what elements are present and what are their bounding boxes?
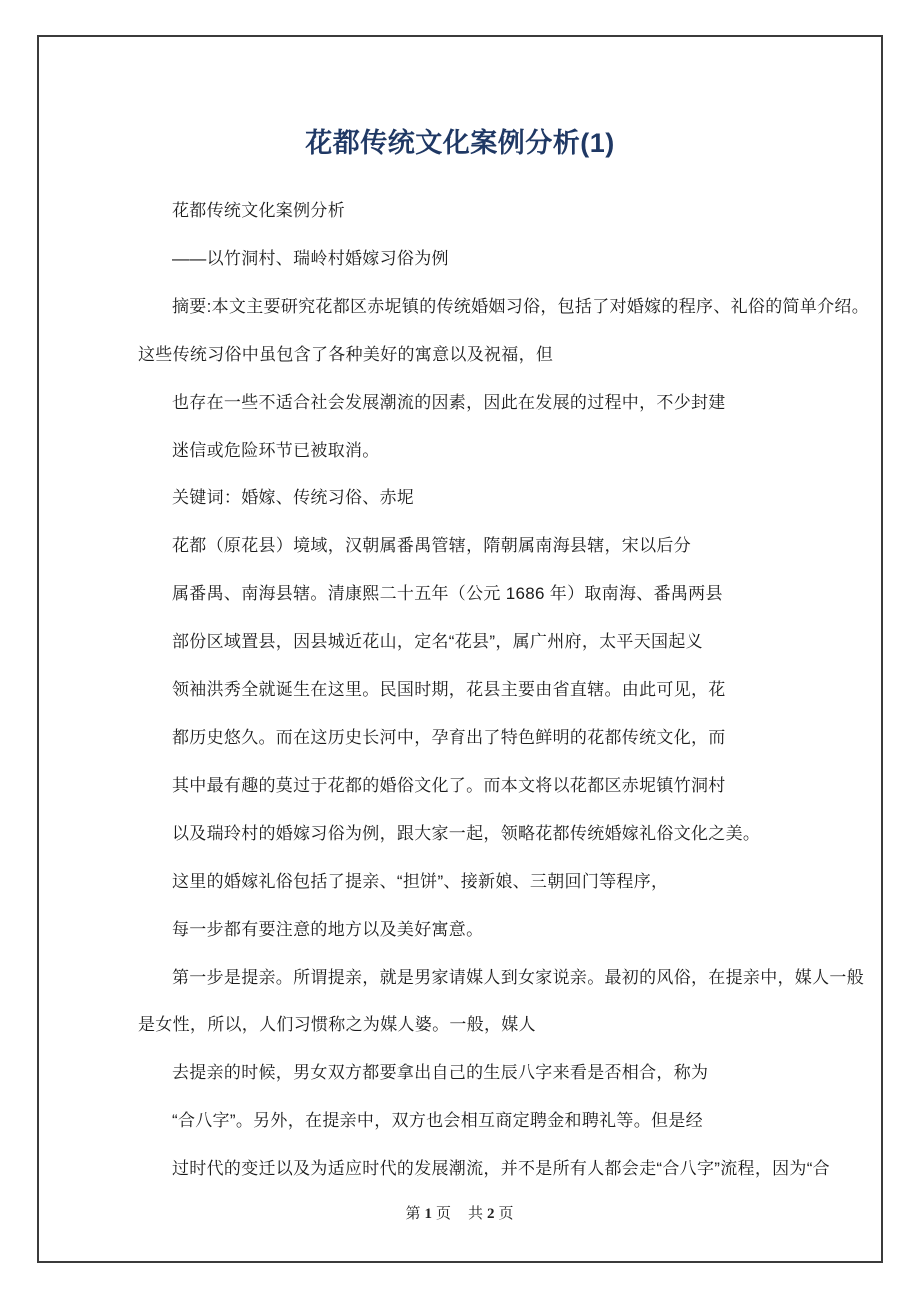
total-pages-prefix: 共 [468,1206,485,1222]
paragraph-line: 过时代的变迁以及为适应时代的发展潮流，并不是所有人都会走“合八字”流程，因为“合 [172,1159,830,1179]
paragraph-line: 是女性，所以，人们习惯称之为媒人婆。一般，媒人 [138,1015,536,1035]
total-pages-number: 2 [487,1206,496,1222]
paragraph-line: 去提亲的时候，男女双方都要拿出自己的生辰八字来看是否相合，称为 [172,1063,709,1083]
current-page-label [405,1206,452,1222]
current-page-number: 1 [424,1206,433,1222]
paragraph-line: 这里的婚嫁礼俗包括了提亲、“担饼”、接新娘、三朝回门等程序， [172,871,669,891]
paragraph-line-keywords: 关键词：婚嫁、传统习俗、赤坭 [172,488,415,508]
total-pages-unit: 页 [498,1206,515,1222]
paragraph-line: 花都传统文化案例分析 [172,201,345,220]
current-page-prefix: 第 [405,1206,422,1222]
paragraph-line: 每一步都有要注意的地方以及美好寓意。 [172,919,484,939]
paragraph-line: 其中最有趣的莫过于花都的婚俗文化了。而本文将以花都区赤坭镇竹洞村 [172,775,726,795]
paragraph-line-abstract: 摘要:本文主要研究花都区赤坭镇的传统婚姻习俗，包括了对婚嫁的程序、礼俗的简单介绍。 [172,296,870,316]
paragraph-line: 迷信或危险环节已被取消。 [172,440,380,460]
paragraph-line: 花都（原花县）境域，汉朝属番禺管辖，隋朝属南海县辖，宋以后分 [172,536,691,556]
paragraph-line: 领袖洪秀全就诞生在这里。民国时期，花县主要由省直辖。由此可见，花 [172,680,726,700]
document-body [138,187,894,1193]
paragraph-line: 都历史悠久。而在这历史长河中，孕育出了特色鲜明的花都传统文化，而 [172,727,726,747]
paragraph-line-subtitle: ——以竹洞村、瑞岭村婚嫁习俗为例 [172,248,449,268]
paragraph-line: 这些传统习俗中虽包含了各种美好的寓意以及祝福，但 [138,344,554,364]
total-pages-label [468,1206,515,1222]
paragraph-line: 属番禺、南海县辖。清康熙二十五年（公元 1686 年）取南海、番禺两县 [172,584,723,604]
document-title: 花都传统文化案例分析(1) [305,128,615,158]
current-page-unit: 页 [435,1206,452,1222]
page-footer [0,1202,920,1223]
paragraph-line: “合八字”。另外，在提亲中，双方也会相互商定聘金和聘礼等。但是经 [172,1111,703,1131]
paragraph-line: 以及瑞玲村的婚嫁习俗为例，跟大家一起，领略花都传统婚嫁礼俗文化之美。 [172,823,761,843]
paragraph-line: 也存在一些不适合社会发展潮流的因素，因此在发展的过程中，不少封建 [172,392,726,412]
paragraph-line: 第一步是提亲。所谓提亲，就是男家请媒人到女家说亲。最初的风俗，在提亲中，媒人一般 [172,967,864,987]
paragraph-line: 部份区域置县，因县城近花山，定名“花县”，属广州府，太平天国起义 [172,632,703,652]
